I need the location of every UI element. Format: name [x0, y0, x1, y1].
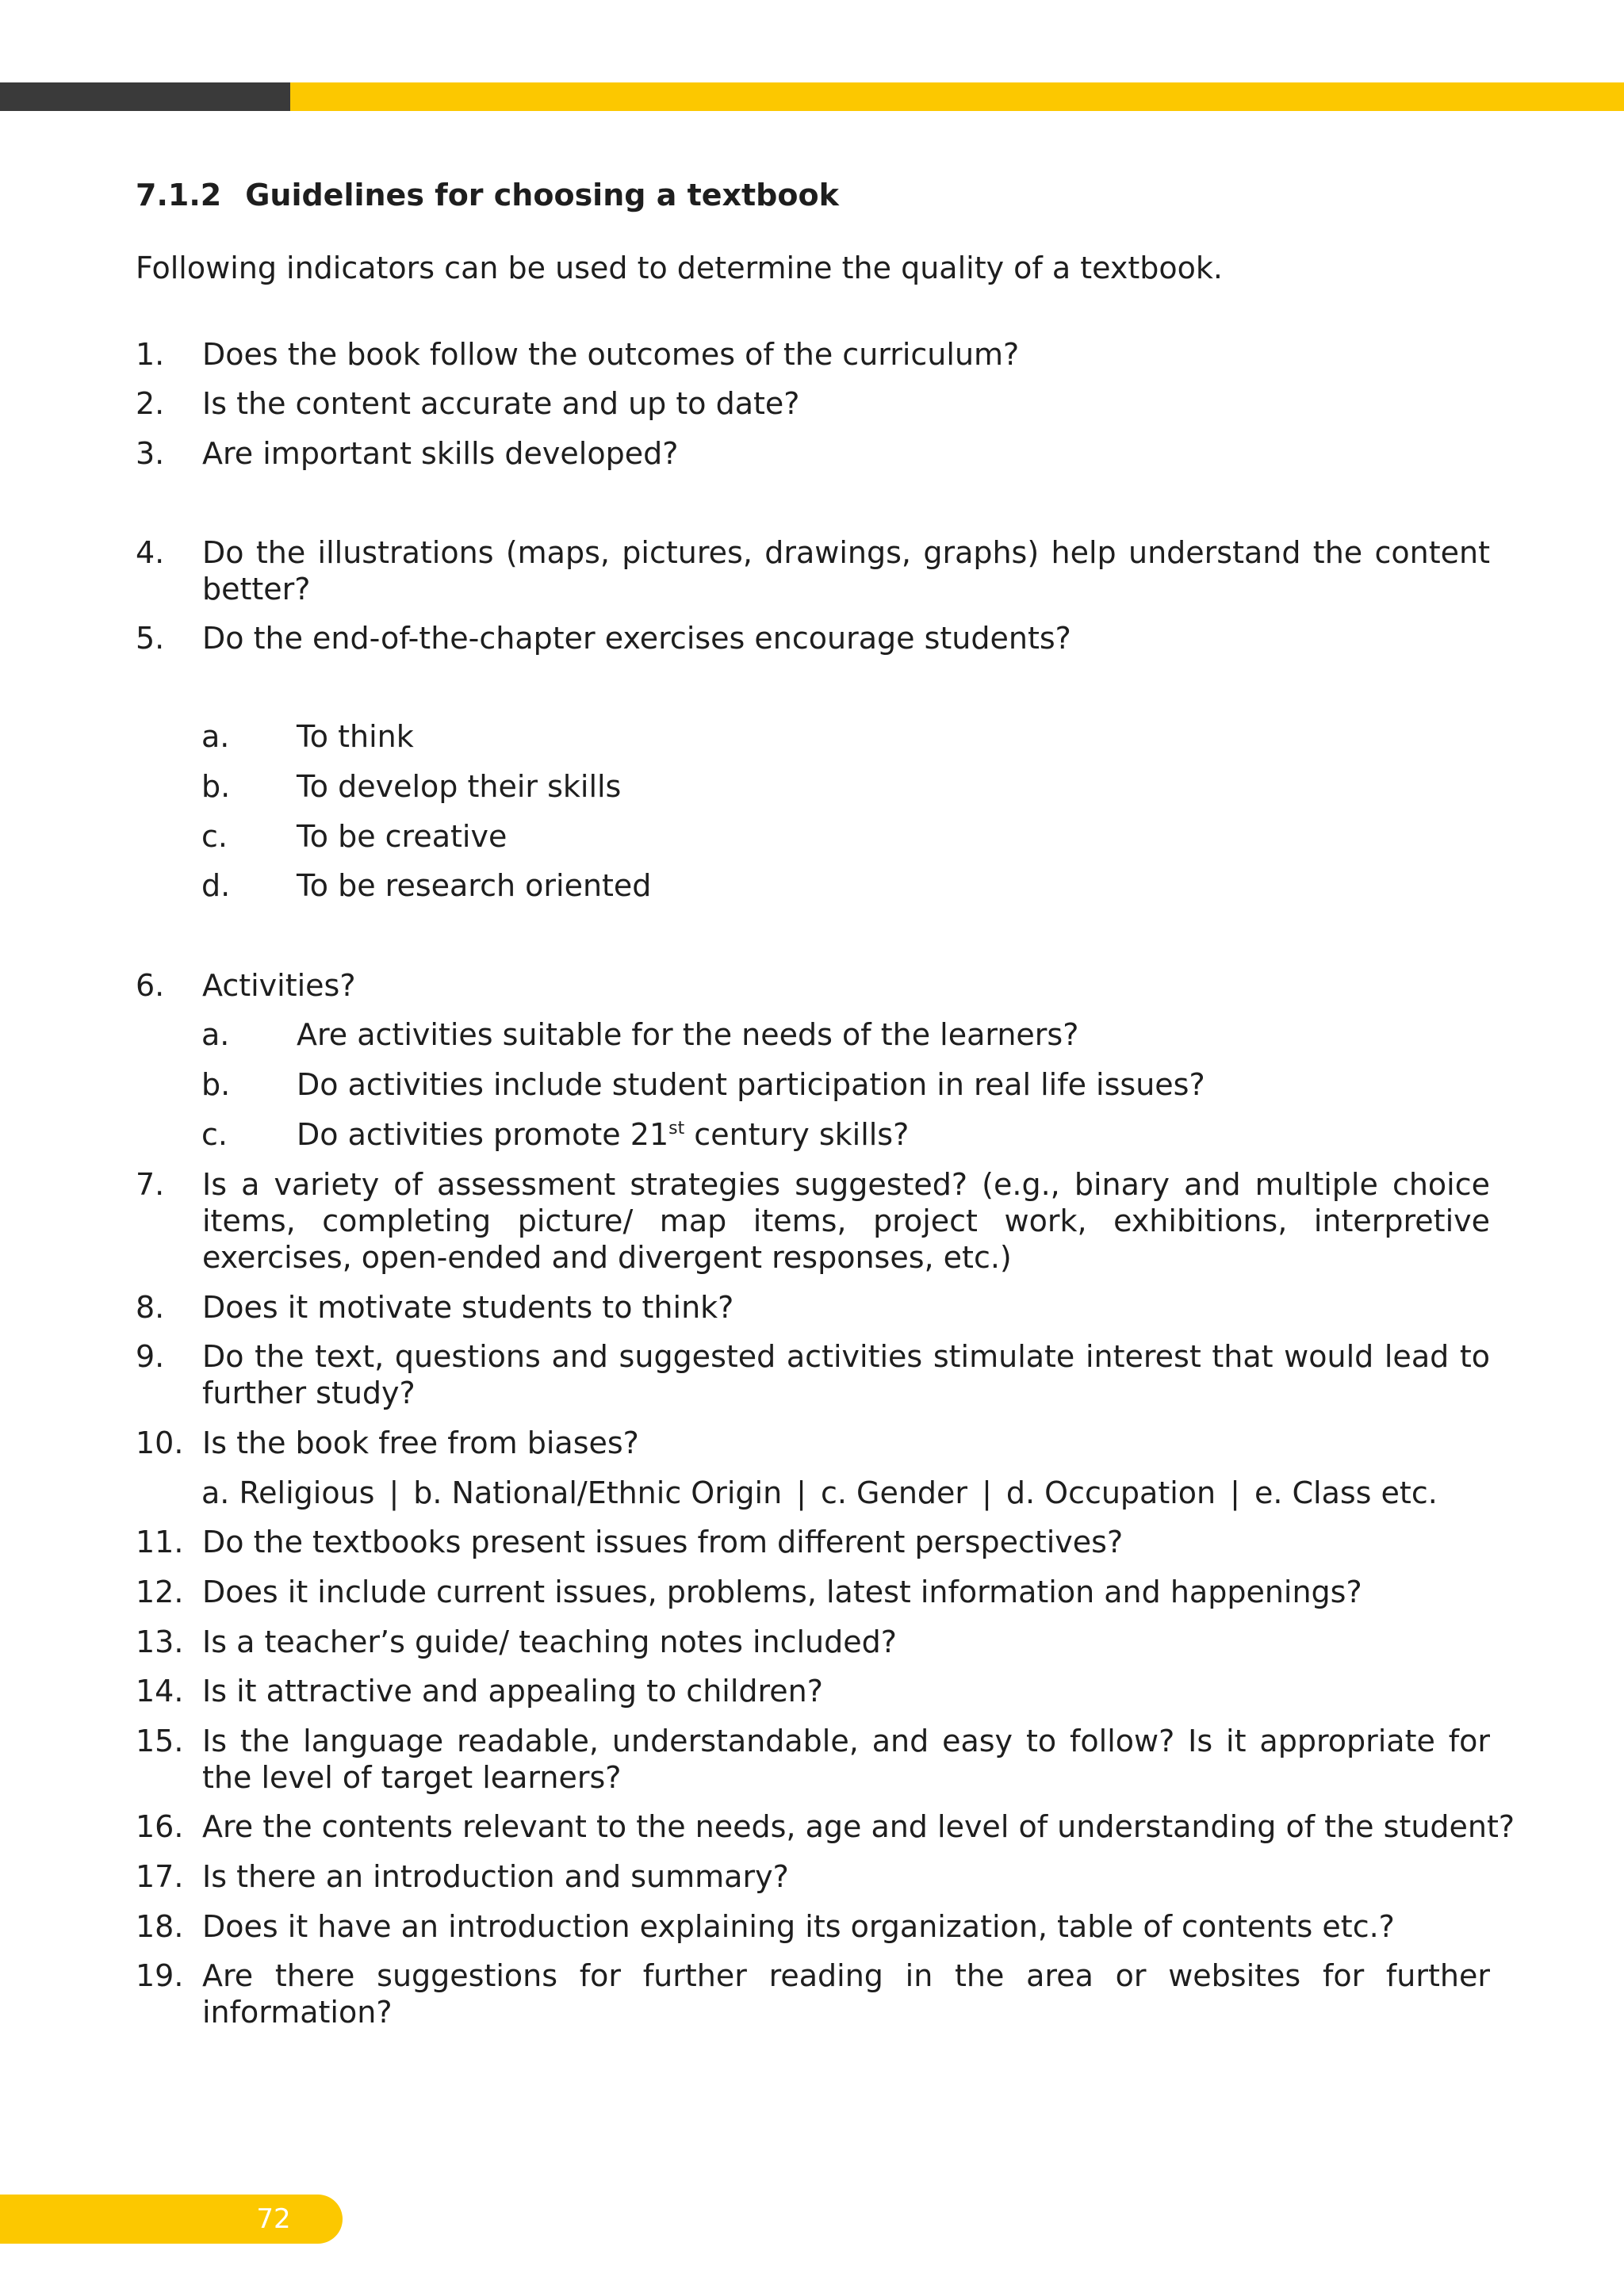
bias-national-ethnic-origin: b. National/Ethnic Origin	[413, 1475, 783, 1510]
sub-item-text: To think	[297, 719, 414, 754]
list-item	[136, 1858, 1490, 1895]
list-item-text: Does the book follow the outcomes of the curriculum?	[202, 337, 1020, 372]
list-item	[136, 1673, 1490, 1709]
footer-page-tab	[0, 2195, 343, 2244]
list-item-number: 18.	[136, 1909, 184, 1944]
bias-religious: a. Religious	[201, 1475, 375, 1510]
sub-item-letter: b.	[201, 769, 231, 804]
list-item-number: 17.	[136, 1859, 184, 1894]
list-item-number: 5.	[136, 621, 165, 656]
sub-list-item	[201, 818, 507, 855]
sub-item-letter: d.	[201, 868, 231, 903]
list-item-text: Are there suggestions for further reading in the area or websites for further information?	[202, 1958, 1490, 2030]
sub-item-text	[297, 1116, 909, 1153]
separator: |	[982, 1475, 992, 1510]
list-item	[136, 1524, 1490, 1560]
list-item-number: 15.	[136, 1724, 184, 1758]
separator: |	[1230, 1475, 1240, 1510]
list-item	[136, 1808, 1515, 1845]
list-item-number: 7.	[136, 1167, 165, 1202]
intro-paragraph: Following indicators can be used to determine the quality of a textbook.	[136, 251, 1223, 285]
list-item-number: 1.	[136, 337, 165, 372]
list-item-text: Do the illustrations (maps, pictures, drawings, graphs) help understand the content better?	[202, 535, 1490, 607]
list-item	[136, 1289, 1490, 1326]
list-item-number: 12.	[136, 1575, 184, 1609]
sub-list-item	[201, 768, 621, 805]
list-item	[136, 385, 1490, 422]
list-item	[136, 1425, 1490, 1461]
sub-item-letter: c.	[201, 819, 228, 854]
list-item-number: 19.	[136, 1958, 184, 1993]
list-item	[136, 336, 1490, 373]
list-item-number: 4.	[136, 535, 165, 570]
superscript: st	[668, 1119, 685, 1138]
list-item-number: 6.	[136, 968, 165, 1003]
list-item-text: Is a teacher’s guide/ teaching notes included?	[202, 1624, 897, 1659]
list-item	[136, 534, 1490, 607]
sub-item-letter: c.	[201, 1117, 228, 1152]
section-title: Guidelines for choosing a textbook	[245, 178, 839, 212]
page-number: 72	[256, 2203, 291, 2235]
list-item-text: Is the content accurate and up to date?	[202, 386, 800, 421]
sub-item-letter: a.	[201, 719, 230, 754]
list-item-number: 14.	[136, 1674, 184, 1709]
sub-list-item	[201, 1116, 909, 1153]
list-item-number: 11.	[136, 1525, 184, 1559]
list-item-number: 3.	[136, 436, 165, 471]
list-item-number: 16.	[136, 1809, 184, 1844]
list-item	[136, 1338, 1490, 1411]
section-heading	[136, 178, 839, 212]
bias-occupation: d. Occupation	[1005, 1475, 1216, 1510]
sub-item-text: To develop their skills	[297, 769, 622, 804]
sub-item-text: Are activities suitable for the needs of the learners?	[297, 1017, 1079, 1052]
list-item-number: 10.	[136, 1425, 184, 1460]
list-item	[136, 1624, 1490, 1660]
list-item-text: Are important skills developed?	[202, 436, 679, 471]
list-item	[136, 967, 1490, 1004]
sub-item-text-part: century skills?	[684, 1117, 910, 1152]
sub-item-text-part: Do activities promote 21	[297, 1117, 669, 1152]
sub-list-item	[201, 718, 414, 755]
list-item-text: Activities?	[202, 968, 356, 1003]
list-item-text: Are the contents relevant to the needs, age and level of understanding of the student?	[202, 1809, 1515, 1844]
list-item-text: Does it include current issues, problems, latest information and happenings?	[202, 1575, 1362, 1609]
list-item	[136, 1723, 1490, 1796]
sub-item-letter: b.	[201, 1067, 231, 1102]
separator: |	[389, 1475, 400, 1510]
list-item	[136, 1166, 1490, 1276]
list-item-text: Is there an introduction and summary?	[202, 1859, 789, 1894]
header-accent-bar	[0, 82, 1624, 111]
list-item-text: Do the text, questions and suggested activities stimulate interest that would lead to further study?	[202, 1339, 1490, 1410]
header-bar-dark-segment	[0, 82, 290, 111]
list-item	[136, 1957, 1490, 2030]
bias-categories	[201, 1475, 1438, 1511]
sub-item-text: Do activities include student participation in real life issues?	[297, 1067, 1205, 1102]
list-item-text: Is it attractive and appealing to children?	[202, 1674, 823, 1709]
list-item-text: Does it motivate students to think?	[202, 1290, 734, 1325]
separator: |	[796, 1475, 806, 1510]
bias-suffix: etc.	[1371, 1475, 1438, 1510]
sub-list-item	[201, 867, 651, 904]
list-item-text: Is the language readable, understandable, and easy to follow? Is it appropriate for the level of target learners?	[202, 1724, 1490, 1795]
list-item-number: 8.	[136, 1290, 165, 1325]
list-item-text: Is the book free from biases?	[202, 1425, 639, 1460]
bias-class: e. Class	[1254, 1475, 1372, 1510]
sub-item-letter: a.	[201, 1017, 230, 1052]
list-item-number: 9.	[136, 1339, 165, 1374]
bias-gender: c. Gender	[820, 1475, 968, 1510]
section-number: 7.1.2	[136, 178, 222, 212]
list-item-number: 13.	[136, 1624, 184, 1659]
sub-item-text: To be research oriented	[297, 868, 652, 903]
list-item-text: Do the end-of-the-chapter exercises encourage students?	[202, 621, 1071, 656]
list-item-text: Is a variety of assessment strategies suggested? (e.g., binary and multiple choice items, completing picture/ map items, project work, exhibitions, interpretive exercises, open-ended and divergent responses, etc.)	[202, 1167, 1490, 1275]
list-item-text: Does it have an introduction explaining its organization, table of contents etc.?	[202, 1909, 1395, 1944]
sub-list-item	[201, 1066, 1205, 1103]
header-bar-yellow-segment	[290, 82, 1624, 111]
sub-item-text: To be creative	[297, 819, 508, 854]
list-item	[136, 1908, 1490, 1945]
list-item	[136, 620, 1490, 656]
list-item	[136, 1574, 1490, 1610]
list-item	[136, 435, 1490, 472]
sub-list-item	[201, 1016, 1078, 1053]
list-item-number: 2.	[136, 386, 165, 421]
list-item-text: Do the textbooks present issues from different perspectives?	[202, 1525, 1124, 1559]
